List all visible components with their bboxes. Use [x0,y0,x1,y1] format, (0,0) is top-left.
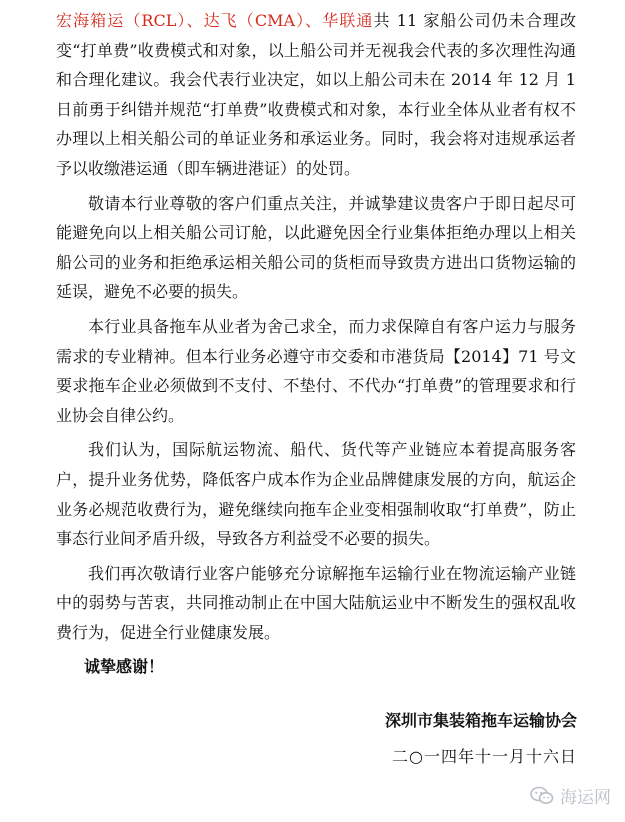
watermark [530,783,611,808]
signature-organization: 深圳市集装箱拖车运输协会 [384,711,577,730]
watermark-text: 海运网 [560,788,611,808]
paragraph-1-text: 共 11 家船公司仍未合理改变“打单费”收费模式和对象，以上船公司并无视我会代表的多次理性沟通和合理化建议。我会代表行业决定，如以上船公司未在 2014 年 12 月 1 日前勇于纠错并规范“打单费”收费模式和对象，本行业全体从业者有权不办理以上相关船公司的单证业务和承运业务。同时，我会将对违规承运者予以收缴港运通（即车辆进港证）的处罚。 [56,11,576,178]
paragraph-5: 我们再次敬请行业客户能够充分谅解拖车运输行业在物流运输产业链中的弱势与苦衷，共同推动制止在中国大陆航运业中不断发生的强权乱收费行为，促进全行业健康发展。 [56,563,576,642]
document-body [56,6,576,682]
highlighted-carriers: 宏海箱运（RCL）、达飞（CMA）、华联通 [56,11,374,30]
paragraph-4: 我们认为，国际航运物流、船代、货代等产业链应本着提高服务客户，提升业务优势，降低客户成本作为企业品牌健康发展的方向，航运企业务必规范收费行为，避免继续向拖车企业变相强制收取“打单费”，防止事态行业间矛盾升级，导致各方利益受不必要的损失。 [56,440,576,549]
paragraph-1 [56,6,576,184]
signature-date: 二○一四年十一月十六日 [392,747,577,766]
paragraph-3: 本行业具备拖车从业者为舍己求全，而力求保障自有客户运力与服务需求的专业精神。但本行业务必遵守市交委和市港货局【2014】71 号文要求拖车企业必须做到不支付、不垫付、不代办“打单费”的管理要求和行业协会自律公约。 [56,316,576,425]
paragraph-2: 敬请本行业尊敬的客户们重点关注，并诚挚建议贵客户于即日起尽可能避免向以上相关船公司订舱，以此避免因全行业集体拒绝办理以上相关船公司的业务和拒绝承运相关船公司的货柜而导致贵方进出口货物运输的延误，避免不必要的损失。 [56,193,576,302]
wechat-icon [530,786,554,806]
closing-thanks: 诚挚感谢！ [84,657,165,677]
